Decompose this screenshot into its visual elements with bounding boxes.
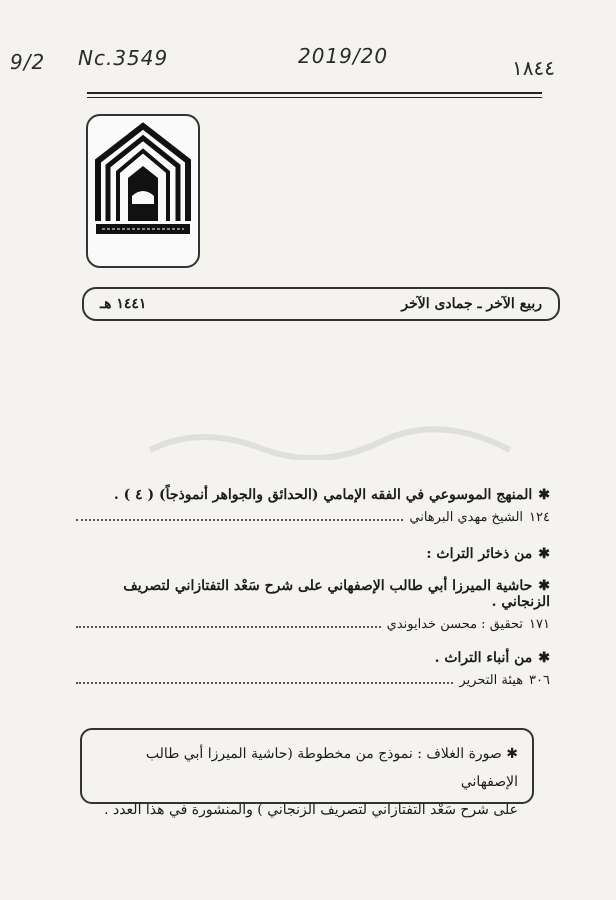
toc-title: حاشية الميرزا أبي طالب الإصفهاني على شرح سَعْد التفتازاني لتصريف الزنجاني . xyxy=(123,578,550,610)
handwritten-reference-number: Nc.3549 xyxy=(78,46,169,70)
toc-title: من أنباء التراث . xyxy=(434,650,533,666)
issue-year: ١٤٤١ هـ xyxy=(100,296,147,312)
toc-item-4 xyxy=(70,650,550,688)
top-rule-thick xyxy=(87,92,542,94)
bullet-star-icon: ✱ xyxy=(538,487,550,503)
toc-page: ١٢٤ xyxy=(529,510,550,525)
toc-title: المنهج الموسوعي في الفقه الإمامي (الحدائق والجواهر أنموذجاً) ( ٤ ) . xyxy=(113,487,533,503)
toc-item-3 xyxy=(70,578,550,632)
toc-leader-dots xyxy=(76,672,453,684)
toc-author: هيئة التحرير xyxy=(459,673,524,688)
bullet-star-icon: ✱ xyxy=(501,746,518,762)
cover-note-line-2: على شرح سَعْد التفتازاني لتصريف الزنجاني ) والمنشورة في هذا العدد . xyxy=(104,802,518,818)
toc-author: تحقيق : محسن خدايوندي xyxy=(386,617,524,632)
toc-section-heading: من ذخائر التراث : xyxy=(426,546,533,562)
toc-leader-dots xyxy=(76,616,381,628)
toc-item-2 xyxy=(70,546,550,562)
building-emblem-icon xyxy=(88,116,198,266)
toc-page: ١٧١ xyxy=(529,617,550,632)
cover-note-line-1: صورة الغلاف : نموذج من مخطوطة (حاشية الميرزا أبي طالب الإصفهاني xyxy=(145,746,518,790)
toc-author: الشيخ مهدي البرهاني xyxy=(409,510,524,525)
handwritten-page-note: 9/2 xyxy=(10,50,46,74)
toc-leader-dots xyxy=(76,509,403,521)
bullet-star-icon: ✱ xyxy=(538,578,550,594)
issue-months: ربيع الآخر ـ جمادى الآخر xyxy=(401,296,542,312)
top-rule-thin xyxy=(87,97,542,98)
issue-date-bar xyxy=(82,287,560,321)
toc-page: ٣٠٦ xyxy=(529,673,550,688)
bullet-star-icon: ✱ xyxy=(538,546,550,562)
institution-logo xyxy=(86,114,200,268)
handwritten-right-note: ١٨٤٤ xyxy=(512,56,555,80)
handwritten-date: 2019/20 xyxy=(298,44,389,68)
cover-image-note xyxy=(80,728,534,818)
toc-item-1 xyxy=(70,487,550,525)
basmala-watermark-icon xyxy=(140,420,520,460)
bullet-star-icon: ✱ xyxy=(538,650,550,666)
